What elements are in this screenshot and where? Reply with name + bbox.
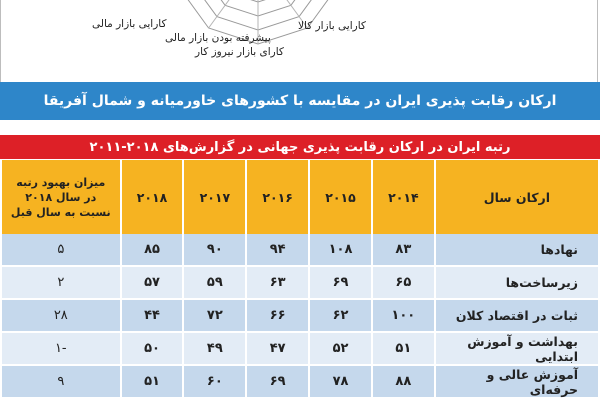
cell-2015: ۶۹: [310, 267, 371, 300]
header-2016: ۲۰۱۶: [247, 160, 308, 234]
cell-2017: ۵۹: [184, 267, 245, 300]
header-rank-change-line3: نسبت به سال قبل: [10, 205, 111, 219]
row-label: بهداشت و آموزش ابتدایی: [436, 333, 598, 366]
cell-2017: ۷۲: [184, 300, 245, 333]
cell-2014: ۸۳: [373, 234, 434, 267]
table-title: رتبه ایران در ارکان رقابت پذیری جهانی در گزارش‌های ۲۰۱۸-۲۰۱۱: [89, 139, 511, 155]
radar-web: [0, 0, 600, 82]
cell-2015: ۶۲: [310, 300, 371, 333]
table-row: [2, 267, 598, 300]
cell-2015: ۱۰۸: [310, 234, 371, 267]
cell-change: ۵: [2, 234, 120, 267]
header-2014: ۲۰۱۴: [373, 160, 434, 234]
cell-2016: ۹۴: [247, 234, 308, 267]
header-pillar: ارکان سال: [436, 160, 598, 234]
header-rank-change-line2: در سال ۲۰۱۸: [25, 190, 97, 204]
row-label: آموزش عالی و حرفه‌ای: [436, 366, 598, 399]
cell-change: ۲۸: [2, 300, 120, 333]
header-rank-change: [2, 160, 120, 234]
radar-label-labor-market: کارای بازار نیروز کار: [195, 46, 284, 58]
cell-2018: ۵۰: [122, 333, 183, 366]
header-2017: ۲۰۱۷: [184, 160, 245, 234]
cell-change: ۹: [2, 366, 120, 399]
cell-2015: ۵۲: [310, 333, 371, 366]
comparison-banner: [0, 82, 600, 120]
table-row: [2, 366, 598, 399]
rank-table: [0, 160, 600, 399]
rank-table-container: [0, 160, 600, 399]
cell-change: ۲: [2, 267, 120, 300]
radar-label-goods-market: کارایی بازار کالا: [298, 20, 366, 32]
header-2018: ۲۰۱۸: [122, 160, 183, 234]
cell-2016: ۴۷: [247, 333, 308, 366]
cell-2014: ۸۸: [373, 366, 434, 399]
header-2015: ۲۰۱۵: [310, 160, 371, 234]
cell-2014: ۵۱: [373, 333, 434, 366]
cell-2016: ۶۹: [247, 366, 308, 399]
table-row: [2, 234, 598, 267]
table-header-row: [2, 160, 598, 234]
table-title-bar: [0, 135, 600, 159]
row-label: زیرساخت‌ها: [436, 267, 598, 300]
header-rank-change-line1: میزان بهبود رتبه: [16, 175, 106, 189]
radar-label-financial-market: کارایی بازار مالی: [92, 18, 167, 30]
cell-change: ۱-: [2, 333, 120, 366]
cell-2017: ۴۹: [184, 333, 245, 366]
cell-2015: ۷۸: [310, 366, 371, 399]
cell-2016: ۶۳: [247, 267, 308, 300]
cell-2014: ۱۰۰: [373, 300, 434, 333]
banner-title: ارکان رقابت پذیری ایران در مقایسه با کشورهای خاورمیانه و شمال آفریقا: [43, 93, 557, 109]
row-label: ثبات در اقتصاد کلان: [436, 300, 598, 333]
cell-2017: ۶۰: [184, 366, 245, 399]
cell-2018: ۸۵: [122, 234, 183, 267]
row-label: نهادها: [436, 234, 598, 267]
cell-2018: ۵۷: [122, 267, 183, 300]
radar-label-advanced-market: پیشرفته بودن بازار مالی: [165, 32, 271, 44]
cell-2018: ۴۴: [122, 300, 183, 333]
cell-2018: ۵۱: [122, 366, 183, 399]
cell-2014: ۶۵: [373, 267, 434, 300]
cell-2016: ۶۶: [247, 300, 308, 333]
table-row: [2, 300, 598, 333]
cell-2017: ۹۰: [184, 234, 245, 267]
table-row: [2, 333, 598, 366]
radar-chart-fragment: [0, 0, 600, 82]
